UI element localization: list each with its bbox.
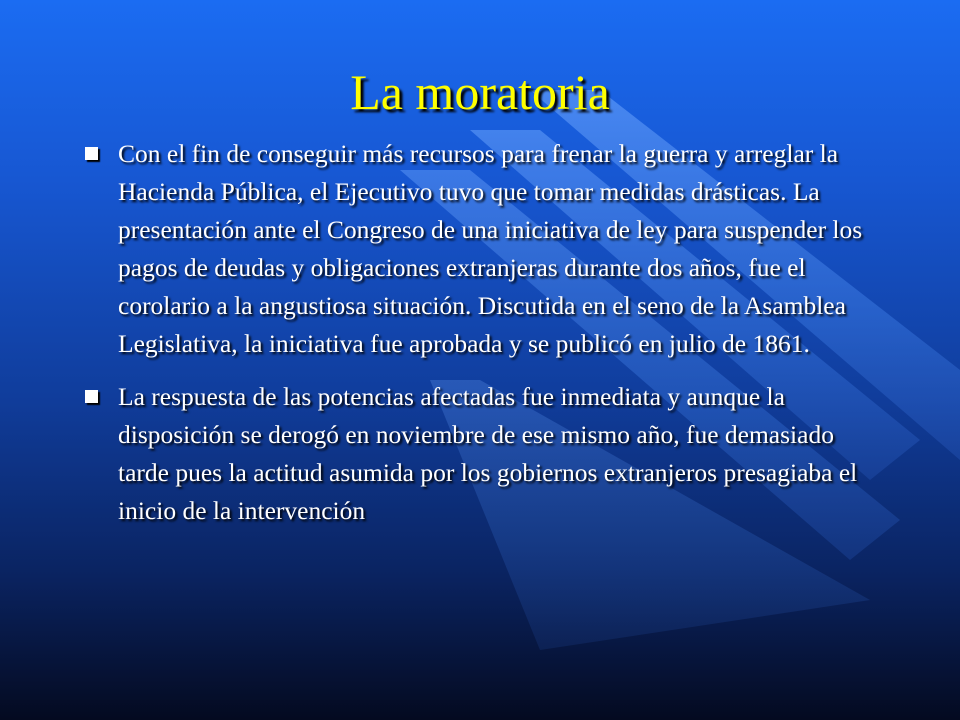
bullet-text: Con el fin de conseguir más recursos para frenar la guerra y arreglar la Hacienda Pública, el Ejecutivo tuvo que tomar medidas drásticas. La presentación ante el Congreso de una iniciativa de ley para suspender los pagos de deudas y obligaciones extranjeras durante dos años, fue el corolario a la angustiosa situación. Discutida en el seno de la Asamblea Legislativa, la iniciativa fue aprobada y se publicó en julio de 1861. [118, 139, 863, 358]
bullet-list [80, 135, 890, 545]
bullet-item [80, 135, 890, 363]
bullet-item [80, 378, 890, 530]
bullet-text: La respuesta de las potencias afectadas fue inmediata y aunque la disposición se derogó en noviembre de ese mismo año, fue demasiado tarde pues la actitud asumida por los gobiernos extranjeros presagiaba el inicio de la intervención [118, 382, 858, 525]
square-bullet-icon [85, 390, 98, 403]
slide-title: La moratoria [350, 64, 610, 120]
square-bullet-icon [85, 147, 98, 160]
